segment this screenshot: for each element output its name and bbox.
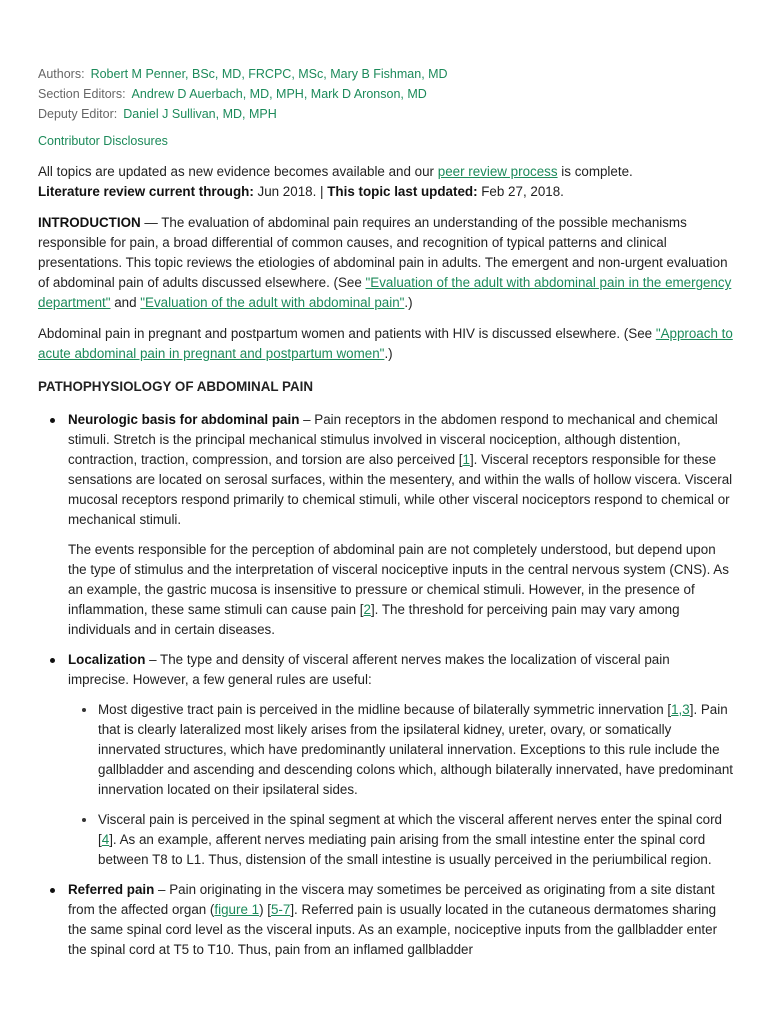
update-text-2: is complete.	[557, 164, 633, 179]
referred-paragraph	[68, 880, 733, 960]
neurologic-title: Neurologic basis for abdominal pain	[68, 412, 300, 427]
authors-link[interactable]: Robert M Penner, BSc, MD, FRCPC, MSc, Mary B Fishman, MD	[90, 67, 448, 81]
reference-link[interactable]: 4	[101, 832, 110, 847]
spinal-paragraph	[98, 810, 733, 870]
contributor-disclosures-link[interactable]: Contributor Disclosures	[38, 134, 168, 148]
list-item-referred	[38, 880, 733, 960]
sublist-item-midline	[68, 700, 733, 800]
intro-text-2: and	[110, 295, 141, 310]
lit-review-date: Jun 2018. |	[253, 184, 328, 199]
introduction-paragraph	[38, 213, 738, 313]
deputy-editor-link[interactable]: Daniel J Sullivan, MD, MPH	[123, 107, 277, 121]
pathophysiology-heading: PATHOPHYSIOLOGY OF ABDOMINAL PAIN	[38, 379, 314, 394]
pregnancy-paragraph	[38, 324, 738, 364]
referred-text-3: ]. Referred pain is usually located in the cutaneous dermatomes sharing the same spinal cord level as the visceral inputs. As an example, nociceptive inputs from the gallbladder enter the spinal cord at T5 to T10. Thus, pain from an inflamed gallbladder	[68, 902, 718, 957]
deputy-editor-line	[38, 104, 768, 124]
list-item-neurologic	[38, 410, 733, 640]
figure-link[interactable]: figure 1	[214, 902, 260, 917]
reference-link[interactable]: 2	[363, 602, 371, 617]
neurologic-text-2: ]. Visceral receptors responsible for these sensations are located on serosal surfaces, within the mesentery, and within the walls of hollow viscera. Visceral mucosal receptors respond primarily to chemical stimuli, while other visceral nociceptors respond to chemical or mechanical stimuli.	[68, 452, 733, 527]
reference-link[interactable]: 5-7	[270, 902, 291, 917]
last-updated-date: Feb 27, 2018.	[477, 184, 564, 199]
update-info	[38, 162, 738, 202]
reference-link[interactable]: 1,3	[671, 702, 690, 717]
section-editors-label: Section Editors:	[38, 87, 126, 101]
neurologic-paragraph-1	[68, 410, 733, 530]
deputy-editor-label: Deputy Editor:	[38, 107, 118, 121]
authors-label: Authors:	[38, 67, 85, 81]
intro-text-1: — The evaluation of abdominal pain requires an understanding of the possible mechanisms responsible for pain, a broad differential of common causes, and recognition of typical patterns and clinical presentations. This topic reviews the etiologies of abdominal pain in adults. The emergent and non-urgent evaluation of abdominal pain of adults discussed elsewhere. (See	[38, 215, 728, 290]
introduction-heading: INTRODUCTION	[38, 215, 141, 230]
midline-paragraph	[98, 700, 733, 800]
neurologic-p2-text-2: ]. The threshold for perceiving pain may vary among individuals and in certain diseases.	[68, 602, 680, 637]
section-editors-link[interactable]: Andrew D Auerbach, MD, MPH, Mark D Aronson, MD	[131, 87, 427, 101]
section-editors-line	[38, 84, 768, 104]
sublist-item-spinal	[68, 810, 733, 870]
authors-line	[38, 64, 768, 84]
pregnancy-text-1: Abdominal pain in pregnant and postpartum women and patients with HIV is discussed elsewhere. (See	[38, 326, 656, 341]
localization-text: – The type and density of visceral afferent nerves makes the localization of visceral pain imprecise. However, a few general rules are useful:	[68, 652, 670, 687]
localization-paragraph	[68, 650, 733, 690]
sub1-text-1: Most digestive tract pain is perceived in the midline because of bilaterally symmetric innervation [	[98, 702, 672, 717]
update-text-1: All topics are updated as new evidence becomes available and our	[38, 164, 438, 179]
pregnancy-link[interactable]: "Approach to acute abdominal pain in pregnant and postpartum women"	[38, 326, 733, 361]
adult-evaluation-link[interactable]: "Evaluation of the adult with abdominal pain"	[140, 295, 405, 310]
list-item-localization	[38, 650, 733, 870]
neurologic-text-1: – Pain receptors in the abdomen respond to mechanical and chemical stimuli. Stretch is the principal mechanical stimulus involved in visceral nociception, although distention, contraction, traction, compression, and torsion are also perceived [	[68, 412, 718, 467]
pathophysiology-list	[38, 410, 733, 960]
intro-text-3: .)	[404, 295, 413, 310]
lit-review-label: Literature review current through:	[38, 184, 254, 199]
peer-review-link[interactable]: peer review process	[437, 164, 558, 179]
sub2-text-2: ]. As an example, afferent nerves mediating pain arising from the small intestine enter the spinal cord between T8 to L1. Thus, distension of the small intestine is usually perceived in the periumbilical region.	[98, 832, 712, 867]
localization-title: Localization	[68, 652, 146, 667]
localization-sublist	[68, 700, 733, 870]
referred-text-1: – Pain originating in the viscera may sometimes be perceived as originating from a site distant from the affected organ (	[68, 882, 715, 917]
pregnancy-text-2: .)	[384, 346, 393, 361]
neurologic-paragraph-2	[68, 540, 733, 640]
referred-title: Referred pain	[68, 882, 155, 897]
referred-text-2: ) [	[259, 902, 271, 917]
neurologic-p2-text-1: The events responsible for the perception of abdominal pain are not completely understood, but depend upon the type of stimulus and the interpretation of visceral nociceptive inputs in the central nervous system (CNS). As an example, the gastric mucosa is insensitive to pressure or chemical stimuli. However, in the presence of inflammation, these same stimuli can cause pain [	[68, 542, 729, 617]
emergency-evaluation-link[interactable]: "Evaluation of the adult with abdominal pain in the emergency department"	[38, 275, 732, 310]
sub2-text-1: Visceral pain is perceived in the spinal segment at which the visceral afferent nerves enter the spinal cord [	[98, 812, 722, 847]
last-updated-label: This topic last updated:	[327, 184, 478, 199]
reference-link[interactable]: 1	[462, 452, 470, 467]
sub1-text-2: ]. Pain that is clearly lateralized most likely arises from the ipsilateral kidney, ureter, ovary, or somatically innervated structures, which have predominantly unilateral innervation. Exceptions to this rule include the gallbladder and ascending and descending colons which, although bilaterally innervated, have predominant innervation located on their ipsilateral sides.	[98, 702, 734, 797]
